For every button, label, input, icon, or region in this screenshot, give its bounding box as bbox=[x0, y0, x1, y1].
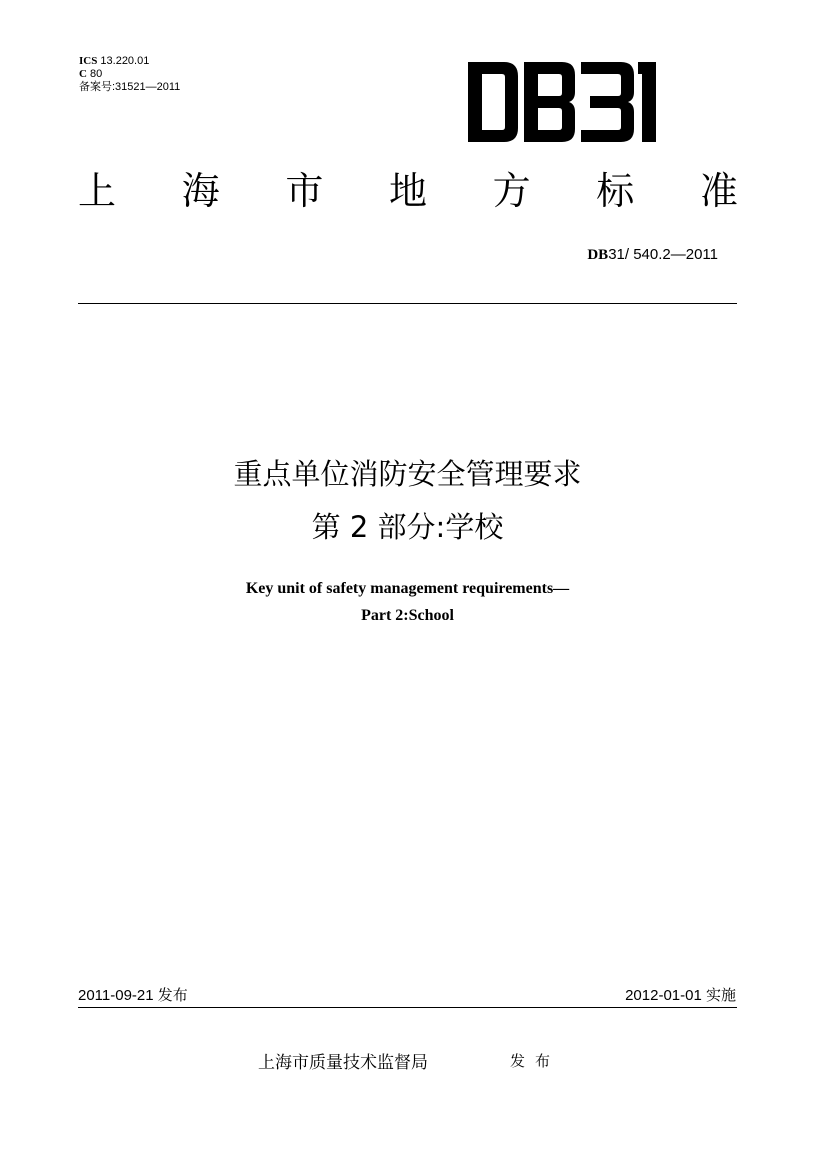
class-line bbox=[79, 68, 180, 81]
title-char: 方 bbox=[492, 169, 531, 213]
record-number: 备案号:31521—2011 bbox=[79, 81, 181, 93]
ics-value: 13.220.01 bbox=[100, 55, 150, 67]
document-meta bbox=[79, 55, 180, 94]
db31-logo bbox=[468, 62, 690, 142]
english-title-line-1: Key unit of safety management requirements— bbox=[245, 580, 570, 597]
effective-date: 2012-01-01 实施 bbox=[625, 987, 736, 1004]
title-char: 标 bbox=[596, 169, 635, 213]
footer-divider bbox=[78, 1007, 737, 1008]
title-char: 地 bbox=[388, 169, 427, 213]
issue-date: 2011-09-21 发布 bbox=[78, 987, 188, 1004]
title-char: 市 bbox=[285, 169, 324, 213]
english-title-line-2: Part 2:School bbox=[361, 607, 454, 624]
standard-code bbox=[587, 246, 718, 264]
standard-type-title bbox=[78, 168, 738, 214]
code-number: 31/ 540.2—2011 bbox=[608, 246, 718, 263]
header-divider bbox=[78, 303, 737, 304]
publish-label: 发布 bbox=[510, 1052, 561, 1070]
ics-line bbox=[79, 55, 180, 68]
title-char: 准 bbox=[699, 169, 738, 213]
class-label: C bbox=[79, 68, 87, 80]
title-char: 上 bbox=[78, 169, 117, 213]
ics-label: ICS bbox=[79, 55, 98, 67]
class-value: 80 bbox=[90, 68, 103, 80]
main-title-line-1: 重点单位消防安全管理要求 bbox=[233, 457, 582, 491]
publisher-name: 上海市质量技术监督局 bbox=[258, 1053, 428, 1073]
main-title-line-2: 第 2 部分:学校 bbox=[311, 510, 504, 544]
code-prefix: DB bbox=[587, 247, 609, 263]
title-char: 海 bbox=[181, 169, 220, 213]
